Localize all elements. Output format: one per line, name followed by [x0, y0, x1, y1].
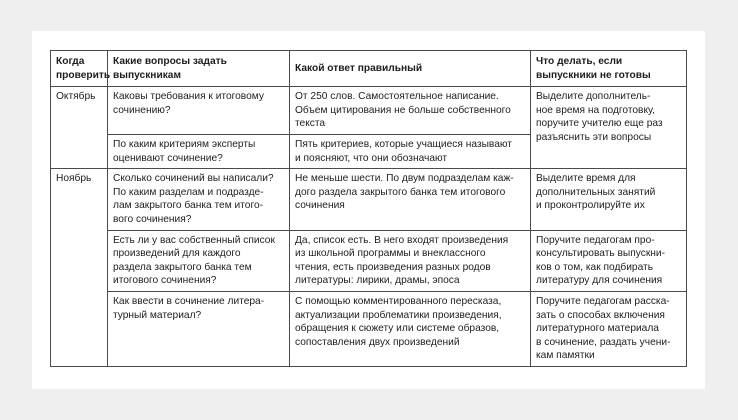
- header-when: Когда проверить: [51, 51, 108, 87]
- table-header-row: [51, 51, 687, 87]
- action-cell: Выделите дополнитель- ное время на подготовку, поручите учителю еще раз разъяснить эти вопросы: [531, 87, 687, 169]
- action-cell: Поручите педагогам расска- зать о способах включения литературного материала в сочинение, раздать учени- кам памятки: [531, 291, 687, 366]
- answer-cell: С помощью комментированного пересказа, актуализации проблематики произведения, обращения к сюжету или системе образов, сопоставления двух произведений: [290, 291, 531, 366]
- question-cell: Сколько сочинений вы написали? По каким разделам и подразде- лам закрытого банка тем итого- вого сочинения?: [108, 169, 290, 230]
- action-cell: Выделите время для дополнительных занятий и проконтролируйте их: [531, 169, 687, 230]
- document-page: [32, 31, 705, 389]
- answer-cell: От 250 слов. Самостоятельное написание. Объем цитирования не больше собственного текста: [290, 87, 531, 135]
- action-cell: Поручите педагогам про- консультировать выпускни- ков о том, как подбирать литературу для сочинения: [531, 230, 687, 291]
- answer-cell: Да, список есть. В него входят произведения из школьной программы и внеклассного чтения, есть произведения разных родов литературы: лирики, драмы, эпоса: [290, 230, 531, 291]
- header-questions: Какие вопросы задать выпускникам: [108, 51, 290, 87]
- header-action: Что делать, если выпускники не готовы: [531, 51, 687, 87]
- question-cell: По каким критериям эксперты оценивают сочинение?: [108, 134, 290, 168]
- table-row: [51, 87, 687, 135]
- table-row: [51, 230, 687, 291]
- question-cell: Как ввести в сочинение литера- турный материал?: [108, 291, 290, 366]
- header-answer: Какой ответ правильный: [290, 51, 531, 87]
- exam-essay-check-table: [50, 50, 687, 367]
- table-row: [51, 291, 687, 366]
- row-when-november: Ноябрь: [51, 169, 108, 367]
- row-when-october: Октябрь: [51, 87, 108, 169]
- question-cell: Есть ли у вас собственный список произведений для каждого раздела закрытого банка тем итогового сочинения?: [108, 230, 290, 291]
- answer-cell: Не меньше шести. По двум подразделам каж- дого раздела закрытого банка тем итогового сочинения: [290, 169, 531, 230]
- table-row: [51, 169, 687, 230]
- answer-cell: Пять критериев, которые учащиеся называют и поясняют, что они обозначают: [290, 134, 531, 168]
- question-cell: Каковы требования к итоговому сочинению?: [108, 87, 290, 135]
